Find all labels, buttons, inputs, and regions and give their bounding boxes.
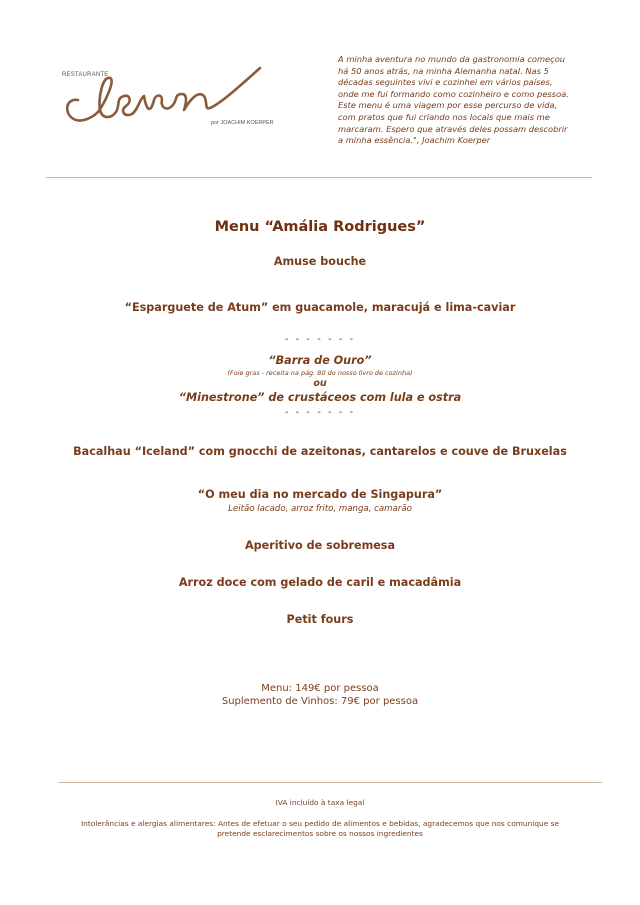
header-divider bbox=[46, 177, 592, 178]
wine-supplement-price: Suplemento de Vinhos: 79€ por pessoa bbox=[221, 696, 419, 707]
course-bacalhau: Bacalhau “Iceland” com gnocchi de azeitonas, cantarelos e couve de Bruxelas bbox=[73, 445, 567, 458]
logo-chef-label: por JOACHIM KOERPER bbox=[211, 120, 274, 126]
menu-price: Menu: 149€ por pessoa bbox=[261, 683, 379, 694]
course-petit-fours: Petit fours bbox=[286, 613, 354, 626]
separator-dashes-top: - - - - - - - bbox=[284, 334, 356, 345]
chef-quote: A minha aventura no mundo da gastronomia começou há 50 anos atrás, na minha Alemanha natal. Nas 5 décadas seguintes vivi e cozinhei em vários países, onde me fui formando como cozinheiro e como pessoa. Este menu é uma viagem por esse percurso de vida, com pratos que fui criando nos locais que mais me marcaram. Espero que através deles possam descobrir a minha essência.", Joachim Koerper bbox=[338, 54, 569, 146]
vat-note: IVA incluído à taxa legal bbox=[275, 798, 365, 807]
course-dessert: Arroz doce com gelado de caril e macadâmia bbox=[178, 576, 462, 589]
logo-restaurante-label: RESTAURANTE bbox=[62, 72, 109, 78]
allergy-note: Intolerâncias e alergias alimentares: Antes de efetuar o seu pedido de alimentos e bebidas, agradecemos que nos comunique se pretende esclarecimentos sobre os nossos ingredientes bbox=[80, 819, 560, 839]
course-tuna-spaghetti: “Esparguete de Atum” em guacamole, maracujá e lima-caviar bbox=[124, 301, 516, 314]
menu-title: Menu “Amália Rodrigues” bbox=[214, 219, 426, 235]
course-pre-dessert: Aperitivo de sobremesa bbox=[244, 539, 396, 552]
footer-divider bbox=[58, 782, 602, 783]
course-singapura: “O meu dia no mercado de Singapura” bbox=[197, 488, 443, 501]
option-or: ou bbox=[313, 378, 327, 389]
separator-dashes-bottom: - - - - - - - bbox=[284, 407, 356, 418]
option-foie-gras-note: (Foie gras - receita na pág. 80 do nosso livro de cozinha) bbox=[227, 369, 413, 377]
amuse-bouche: Amuse bouche bbox=[273, 255, 367, 268]
course-singapura-description: Leitão lacado, arroz frito, manga, camarão bbox=[228, 504, 412, 514]
option-barra-de-ouro: “Barra de Ouro” bbox=[268, 354, 372, 367]
restaurant-logo bbox=[58, 60, 288, 132]
option-minestrone: “Minestrone” de crustáceos com lula e ostra bbox=[178, 391, 462, 404]
